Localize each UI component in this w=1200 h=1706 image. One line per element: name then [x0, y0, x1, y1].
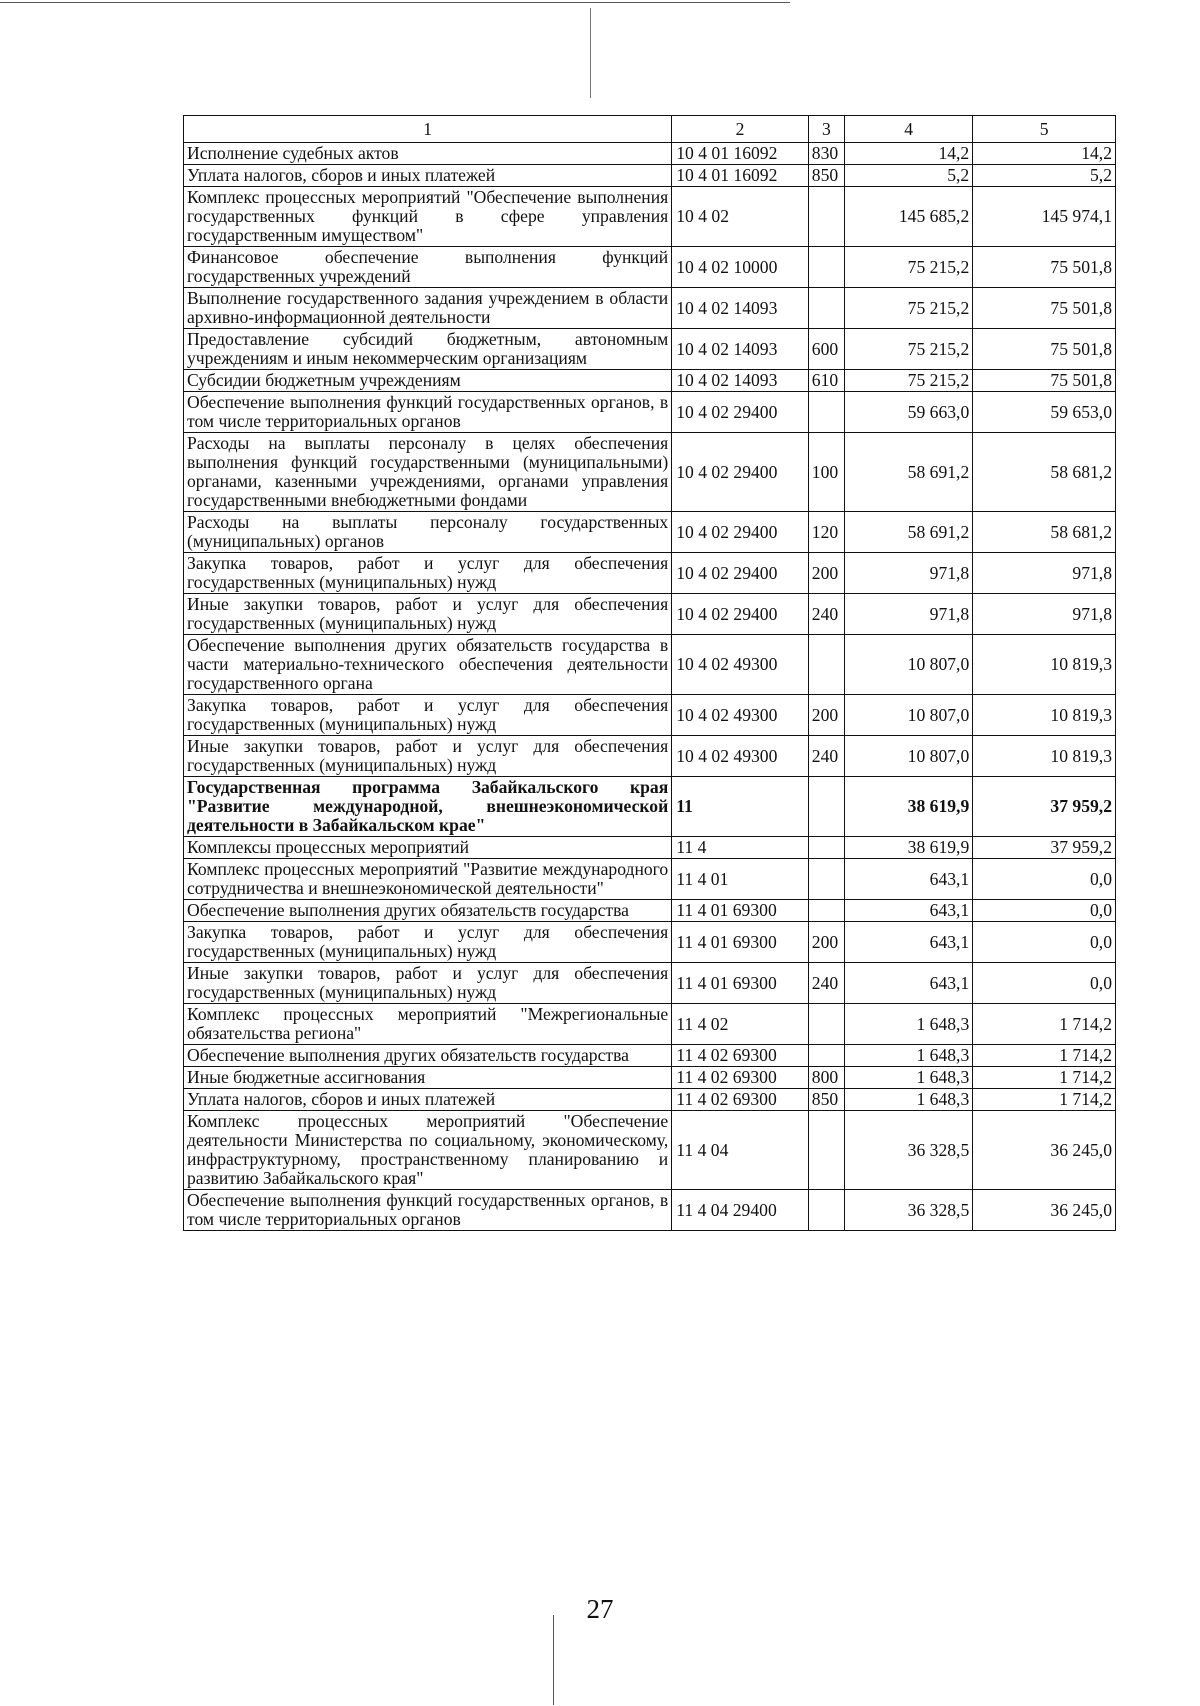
cell-expense-type — [808, 900, 844, 922]
cell-expense-type: 240 — [808, 736, 844, 777]
header-col-5: 5 — [973, 116, 1116, 143]
cell-expense-type: 850 — [808, 165, 844, 187]
cell-name: Обеспечение выполнения функций государственных органов, в том числе территориальных органов — [184, 1190, 672, 1231]
cell-amount-col5: 1 714,2 — [973, 1089, 1116, 1111]
cell-amount-col5: 1 714,2 — [973, 1004, 1116, 1045]
cell-amount-col5: 0,0 — [973, 963, 1116, 1004]
page-number: 27 — [586, 1594, 614, 1624]
cell-code: 10 4 02 14093 — [672, 288, 809, 329]
cell-amount-col5: 36 245,0 — [973, 1111, 1116, 1190]
table-row — [184, 922, 1116, 963]
cell-code: 11 4 04 — [672, 1111, 809, 1190]
cell-name: Обеспечение выполнения других обязательств государства в части материально-технического обеспечения деятельности государственного органа — [184, 635, 672, 695]
table-row — [184, 1045, 1116, 1067]
cell-amount-col5: 1 714,2 — [973, 1045, 1116, 1067]
table-row — [184, 777, 1116, 837]
cell-expense-type: 830 — [808, 143, 844, 165]
cell-name: Закупка товаров, работ и услуг для обеспечения государственных (муниципальных) нужд — [184, 695, 672, 736]
cell-amount-col4: 10 807,0 — [844, 695, 972, 736]
cell-amount-col4: 75 215,2 — [844, 329, 972, 370]
cell-amount-col4: 75 215,2 — [844, 370, 972, 392]
cell-amount-col5: 58 681,2 — [973, 433, 1116, 512]
cell-amount-col5: 0,0 — [973, 922, 1116, 963]
table-row — [184, 247, 1116, 288]
table-row — [184, 859, 1116, 900]
cell-expense-type: 200 — [808, 553, 844, 594]
table-row — [184, 512, 1116, 553]
cell-amount-col4: 38 619,9 — [844, 777, 972, 837]
cell-code: 10 4 02 49300 — [672, 736, 809, 777]
header-col-3: 3 — [808, 116, 844, 143]
cell-name: Выполнение государственного задания учреждением в области архивно-информационной деятельности — [184, 288, 672, 329]
cell-amount-col4: 643,1 — [844, 963, 972, 1004]
cell-code: 10 4 02 14093 — [672, 329, 809, 370]
cell-expense-type — [808, 837, 844, 859]
cell-amount-col4: 58 691,2 — [844, 512, 972, 553]
table-row — [184, 1067, 1116, 1089]
cell-amount-col4: 145 685,2 — [844, 187, 972, 247]
cell-amount-col4: 10 807,0 — [844, 635, 972, 695]
table-row — [184, 288, 1116, 329]
cell-amount-col4: 36 328,5 — [844, 1190, 972, 1231]
table-row — [184, 963, 1116, 1004]
cell-expense-type: 240 — [808, 594, 844, 635]
cell-name: Уплата налогов, сборов и иных платежей — [184, 165, 672, 187]
cell-name: Комплекс процессных мероприятий "Обеспечение выполнения государственных функций в сфере управления государственным имуществом" — [184, 187, 672, 247]
cell-amount-col5: 10 819,3 — [973, 736, 1116, 777]
cell-expense-type: 610 — [808, 370, 844, 392]
table-row — [184, 594, 1116, 635]
cell-code: 11 — [672, 777, 809, 837]
cell-name: Комплекс процессных мероприятий "Межрегиональные обязательства региона" — [184, 1004, 672, 1045]
table-row — [184, 165, 1116, 187]
cell-expense-type — [808, 187, 844, 247]
cell-name: Иные закупки товаров, работ и услуг для обеспечения государственных (муниципальных) нужд — [184, 963, 672, 1004]
table-row — [184, 695, 1116, 736]
table-row — [184, 329, 1116, 370]
cell-name: Закупка товаров, работ и услуг для обеспечения государственных (муниципальных) нужд — [184, 553, 672, 594]
cell-code: 10 4 02 49300 — [672, 695, 809, 736]
cell-name: Уплата налогов, сборов и иных платежей — [184, 1089, 672, 1111]
cell-amount-col4: 75 215,2 — [844, 247, 972, 288]
cell-amount-col4: 5,2 — [844, 165, 972, 187]
cell-expense-type — [808, 859, 844, 900]
cell-amount-col4: 59 663,0 — [844, 392, 972, 433]
cell-code: 11 4 01 69300 — [672, 922, 809, 963]
cell-code: 11 4 01 — [672, 859, 809, 900]
cell-amount-col4: 1 648,3 — [844, 1045, 972, 1067]
cell-amount-col5: 145 974,1 — [973, 187, 1116, 247]
cell-amount-col5: 5,2 — [973, 165, 1116, 187]
cell-amount-col5: 75 501,8 — [973, 247, 1116, 288]
cell-amount-col5: 75 501,8 — [973, 370, 1116, 392]
cell-amount-col5: 75 501,8 — [973, 288, 1116, 329]
scan-edge-line — [0, 2, 790, 3]
cell-expense-type — [808, 288, 844, 329]
cell-code: 11 4 02 69300 — [672, 1089, 809, 1111]
cell-amount-col4: 643,1 — [844, 900, 972, 922]
table-row — [184, 1190, 1116, 1231]
table-row — [184, 736, 1116, 777]
scan-fold-line-bottom — [553, 1615, 554, 1705]
cell-amount-col5: 1 714,2 — [973, 1067, 1116, 1089]
cell-name: Закупка товаров, работ и услуг для обеспечения государственных (муниципальных) нужд — [184, 922, 672, 963]
cell-amount-col5: 36 245,0 — [973, 1190, 1116, 1231]
cell-amount-col4: 75 215,2 — [844, 288, 972, 329]
cell-amount-col5: 971,8 — [973, 553, 1116, 594]
cell-expense-type — [808, 777, 844, 837]
cell-expense-type — [808, 1004, 844, 1045]
cell-amount-col5: 37 959,2 — [973, 837, 1116, 859]
cell-name: Предоставление субсидий бюджетным, автономным учреждениям и иным некоммерческим организациям — [184, 329, 672, 370]
table-row — [184, 553, 1116, 594]
cell-amount-col5: 10 819,3 — [973, 695, 1116, 736]
cell-name: Субсидии бюджетным учреждениям — [184, 370, 672, 392]
cell-expense-type: 850 — [808, 1089, 844, 1111]
cell-amount-col4: 1 648,3 — [844, 1067, 972, 1089]
header-col-4: 4 — [844, 116, 972, 143]
cell-code: 10 4 01 16092 — [672, 143, 809, 165]
header-col-2: 2 — [672, 116, 809, 143]
cell-code: 10 4 02 — [672, 187, 809, 247]
cell-expense-type: 200 — [808, 922, 844, 963]
cell-amount-col4: 14,2 — [844, 143, 972, 165]
cell-expense-type: 600 — [808, 329, 844, 370]
cell-code: 11 4 01 69300 — [672, 900, 809, 922]
cell-name: Расходы на выплаты персоналу государственных (муниципальных) органов — [184, 512, 672, 553]
cell-amount-col5: 10 819,3 — [973, 635, 1116, 695]
table-row — [184, 1089, 1116, 1111]
cell-expense-type: 200 — [808, 695, 844, 736]
table-row — [184, 1004, 1116, 1045]
cell-name: Обеспечение выполнения функций государственных органов, в том числе территориальных органов — [184, 392, 672, 433]
cell-expense-type: 800 — [808, 1067, 844, 1089]
table-row — [184, 392, 1116, 433]
cell-code: 10 4 02 14093 — [672, 370, 809, 392]
table-body — [184, 116, 1116, 1231]
cell-expense-type: 120 — [808, 512, 844, 553]
cell-amount-col5: 14,2 — [973, 143, 1116, 165]
table-row — [184, 370, 1116, 392]
cell-amount-col5: 58 681,2 — [973, 512, 1116, 553]
cell-expense-type: 240 — [808, 963, 844, 1004]
cell-amount-col5: 971,8 — [973, 594, 1116, 635]
cell-name: Финансовое обеспечение выполнения функций государственных учреждений — [184, 247, 672, 288]
cell-expense-type — [808, 1111, 844, 1190]
cell-name: Исполнение судебных актов — [184, 143, 672, 165]
table-row — [184, 187, 1116, 247]
cell-amount-col4: 10 807,0 — [844, 736, 972, 777]
cell-code: 10 4 02 29400 — [672, 512, 809, 553]
cell-code: 10 4 02 29400 — [672, 594, 809, 635]
cell-name: Комплексы процессных мероприятий — [184, 837, 672, 859]
cell-amount-col4: 971,8 — [844, 553, 972, 594]
table-row — [184, 837, 1116, 859]
table-header-row — [184, 116, 1116, 143]
cell-expense-type — [808, 1190, 844, 1231]
cell-expense-type — [808, 247, 844, 288]
cell-name: Обеспечение выполнения других обязательств государства — [184, 900, 672, 922]
cell-name: Иные закупки товаров, работ и услуг для обеспечения государственных (муниципальных) нужд — [184, 594, 672, 635]
table-row — [184, 900, 1116, 922]
cell-code: 10 4 02 29400 — [672, 433, 809, 512]
cell-code: 11 4 02 — [672, 1004, 809, 1045]
cell-amount-col5: 37 959,2 — [973, 777, 1116, 837]
table-row — [184, 1111, 1116, 1190]
cell-code: 11 4 01 69300 — [672, 963, 809, 1004]
cell-code: 11 4 02 69300 — [672, 1045, 809, 1067]
cell-code: 11 4 04 29400 — [672, 1190, 809, 1231]
cell-expense-type: 100 — [808, 433, 844, 512]
cell-amount-col5: 0,0 — [973, 900, 1116, 922]
cell-name: Обеспечение выполнения других обязательств государства — [184, 1045, 672, 1067]
cell-amount-col5: 59 653,0 — [973, 392, 1116, 433]
cell-amount-col5: 75 501,8 — [973, 329, 1116, 370]
header-col-1: 1 — [184, 116, 672, 143]
cell-name: Иные закупки товаров, работ и услуг для обеспечения государственных (муниципальных) нужд — [184, 736, 672, 777]
cell-code: 10 4 02 49300 — [672, 635, 809, 695]
cell-amount-col4: 643,1 — [844, 859, 972, 900]
cell-amount-col4: 36 328,5 — [844, 1111, 972, 1190]
cell-expense-type — [808, 635, 844, 695]
cell-amount-col4: 1 648,3 — [844, 1089, 972, 1111]
cell-name: Комплекс процессных мероприятий "Обеспечение деятельности Министерства по социальному, экономическому, инфраструктурному, пространственному планированию и развитию Забайкальского края" — [184, 1111, 672, 1190]
cell-name: Государственная программа Забайкальского края "Развитие международной, внешнеэкономической деятельности в Забайкальском крае" — [184, 777, 672, 837]
cell-name: Комплекс процессных мероприятий "Развитие международного сотрудничества и внешнеэкономической деятельности" — [184, 859, 672, 900]
cell-amount-col5: 0,0 — [973, 859, 1116, 900]
cell-amount-col4: 971,8 — [844, 594, 972, 635]
cell-amount-col4: 38 619,9 — [844, 837, 972, 859]
cell-code: 11 4 02 69300 — [672, 1067, 809, 1089]
cell-code: 10 4 01 16092 — [672, 165, 809, 187]
cell-amount-col4: 643,1 — [844, 922, 972, 963]
cell-expense-type — [808, 1045, 844, 1067]
table-row — [184, 433, 1116, 512]
scan-fold-line — [590, 8, 591, 98]
cell-code: 10 4 02 29400 — [672, 553, 809, 594]
cell-code: 10 4 02 29400 — [672, 392, 809, 433]
table-row — [184, 635, 1116, 695]
cell-name: Иные бюджетные ассигнования — [184, 1067, 672, 1089]
cell-code: 11 4 — [672, 837, 809, 859]
cell-amount-col4: 58 691,2 — [844, 433, 972, 512]
cell-expense-type — [808, 392, 844, 433]
cell-code: 10 4 02 10000 — [672, 247, 809, 288]
budget-table — [183, 115, 1116, 1231]
cell-amount-col4: 1 648,3 — [844, 1004, 972, 1045]
table-row — [184, 143, 1116, 165]
cell-name: Расходы на выплаты персоналу в целях обеспечения выполнения функций государственными (муниципальными) органами, казенными учреждениями, органами управления государственными внебюджетными фондами — [184, 433, 672, 512]
